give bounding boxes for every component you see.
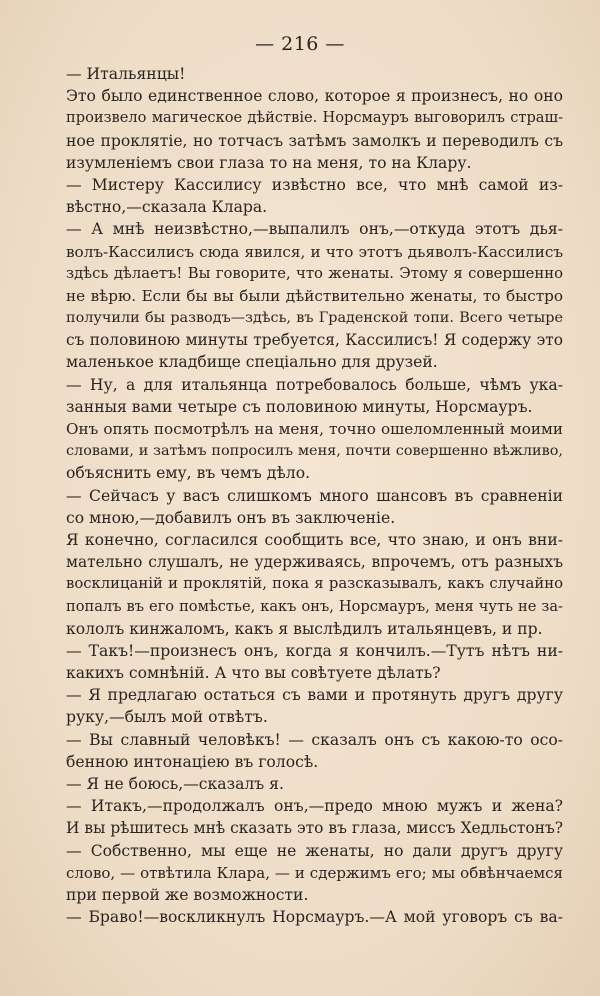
- text-line: — Собственно, мы еще не женаты, но дали другъ другу: [66, 841, 563, 860]
- body-text: [66, 63, 563, 928]
- text-line: со мною,—добавилъ онъ въ заключеніе.: [66, 508, 396, 527]
- text-line: попалъ въ его помѣстье, какъ онъ, Норсмауръ, меня чуть не за-: [66, 597, 563, 615]
- text-line: — Я предлагаю остаться съ вами и протянуть другъ другу: [66, 686, 563, 705]
- text-line: — Вы славный человѣкъ! — сказалъ онъ съ какою-то осо-: [66, 730, 563, 749]
- text-line: получили бы разводъ—здѣсь, въ Граденской топи. Всего четыре: [66, 310, 563, 327]
- text-line: — А мнѣ неизвѣстно,—выпалилъ онъ,—откуда этотъ дья-: [66, 220, 563, 239]
- text-line: произвело магическое дѣйствіе. Норсмауръ выговорилъ страш-: [66, 109, 563, 127]
- text-line: при первой же возможности.: [66, 885, 309, 904]
- text-line: — Итакъ,—продолжалъ онъ,—предо мною мужъ и жена?: [66, 797, 563, 816]
- text-line: — Итальянцы!: [66, 65, 186, 83]
- text-line: ное проклятіе, но тотчасъ затѣмъ замолкъ и переводилъ съ: [66, 131, 563, 150]
- text-line: руку,—былъ мой отвѣтъ.: [66, 708, 268, 727]
- text-line: кололъ кинжаломъ, какъ я выслѣдилъ итальянцевъ, и пр.: [66, 619, 543, 638]
- text-line: маленькое кладбище спеціально для друзей.: [66, 353, 438, 372]
- text-line: Онъ опять посмотрѣлъ на меня, точно ошеломленный моими: [66, 420, 563, 438]
- text-line: изумленіемъ свои глаза то на меня, то на Клару.: [66, 153, 472, 172]
- page-number: — 216 —: [255, 33, 345, 55]
- text-line: не вѣрю. Если бы вы были дѣйствительно женаты, то быстро: [66, 286, 563, 305]
- text-line: занныя вами четыре съ половиною минуты, Норсмауръ.: [66, 397, 533, 416]
- text-line: объяснить ему, въ чемъ дѣло.: [66, 464, 311, 483]
- text-line: — Браво!—воскликнулъ Норсмауръ.—А мой уговоръ съ ва-: [66, 908, 563, 927]
- text-line: И вы рѣшитесь мнѣ сказать это въ глаза, миссъ Хедльстонъ?: [66, 819, 563, 838]
- text-line: Это было единственное слово, которое я произнесъ, но оно: [66, 87, 563, 106]
- text-line: волъ-Кассилисъ сюда явился, и что этотъ дьяволъ-Кассилисъ: [66, 242, 563, 261]
- text-line: словами, и затѣмъ попросилъ меня, почти совершенно вѣжливо,: [66, 443, 563, 460]
- text-line: — Ну, а для итальянца потребовалось больше, чѣмъ ука-: [66, 375, 563, 394]
- text-line: вѣстно,—сказала Клара.: [66, 198, 268, 217]
- text-line: — Сейчасъ у васъ слишкомъ много шансовъ въ сравненіи: [66, 486, 563, 505]
- text-line: восклицаній и проклятій, пока я разсказывалъ, какъ случайно: [66, 575, 563, 593]
- text-line: бенною интонаціею въ голосѣ.: [66, 752, 319, 771]
- text-line: съ половиною минуты требуется, Кассилисъ! Я содержу это: [66, 331, 563, 350]
- text-line: — Мистеру Кассилису извѣстно все, что мнѣ самой из-: [66, 175, 563, 194]
- text-line: слово, — отвѣтила Клара, — и сдержимъ его; мы обвѣнчаемся: [66, 863, 563, 882]
- text-line: какихъ сомнѣній. А что вы совѣтуете дѣлать?: [66, 664, 441, 683]
- text-line: — Я не боюсь,—сказалъ я.: [66, 775, 284, 793]
- text-line: здѣсь дѣлаетъ! Вы говорите, что женаты. Этому я совершенно: [66, 264, 563, 282]
- text-line: мательно слушалъ, не удерживаясь, впрочемъ, отъ разныхъ: [66, 553, 563, 572]
- text-line: — Такъ!—произнесъ онъ, когда я кончилъ.—Тутъ нѣтъ ни-: [66, 641, 563, 660]
- text-line: Я конечно, согласился сообщить все, что знаю, и онъ вни-: [66, 530, 563, 549]
